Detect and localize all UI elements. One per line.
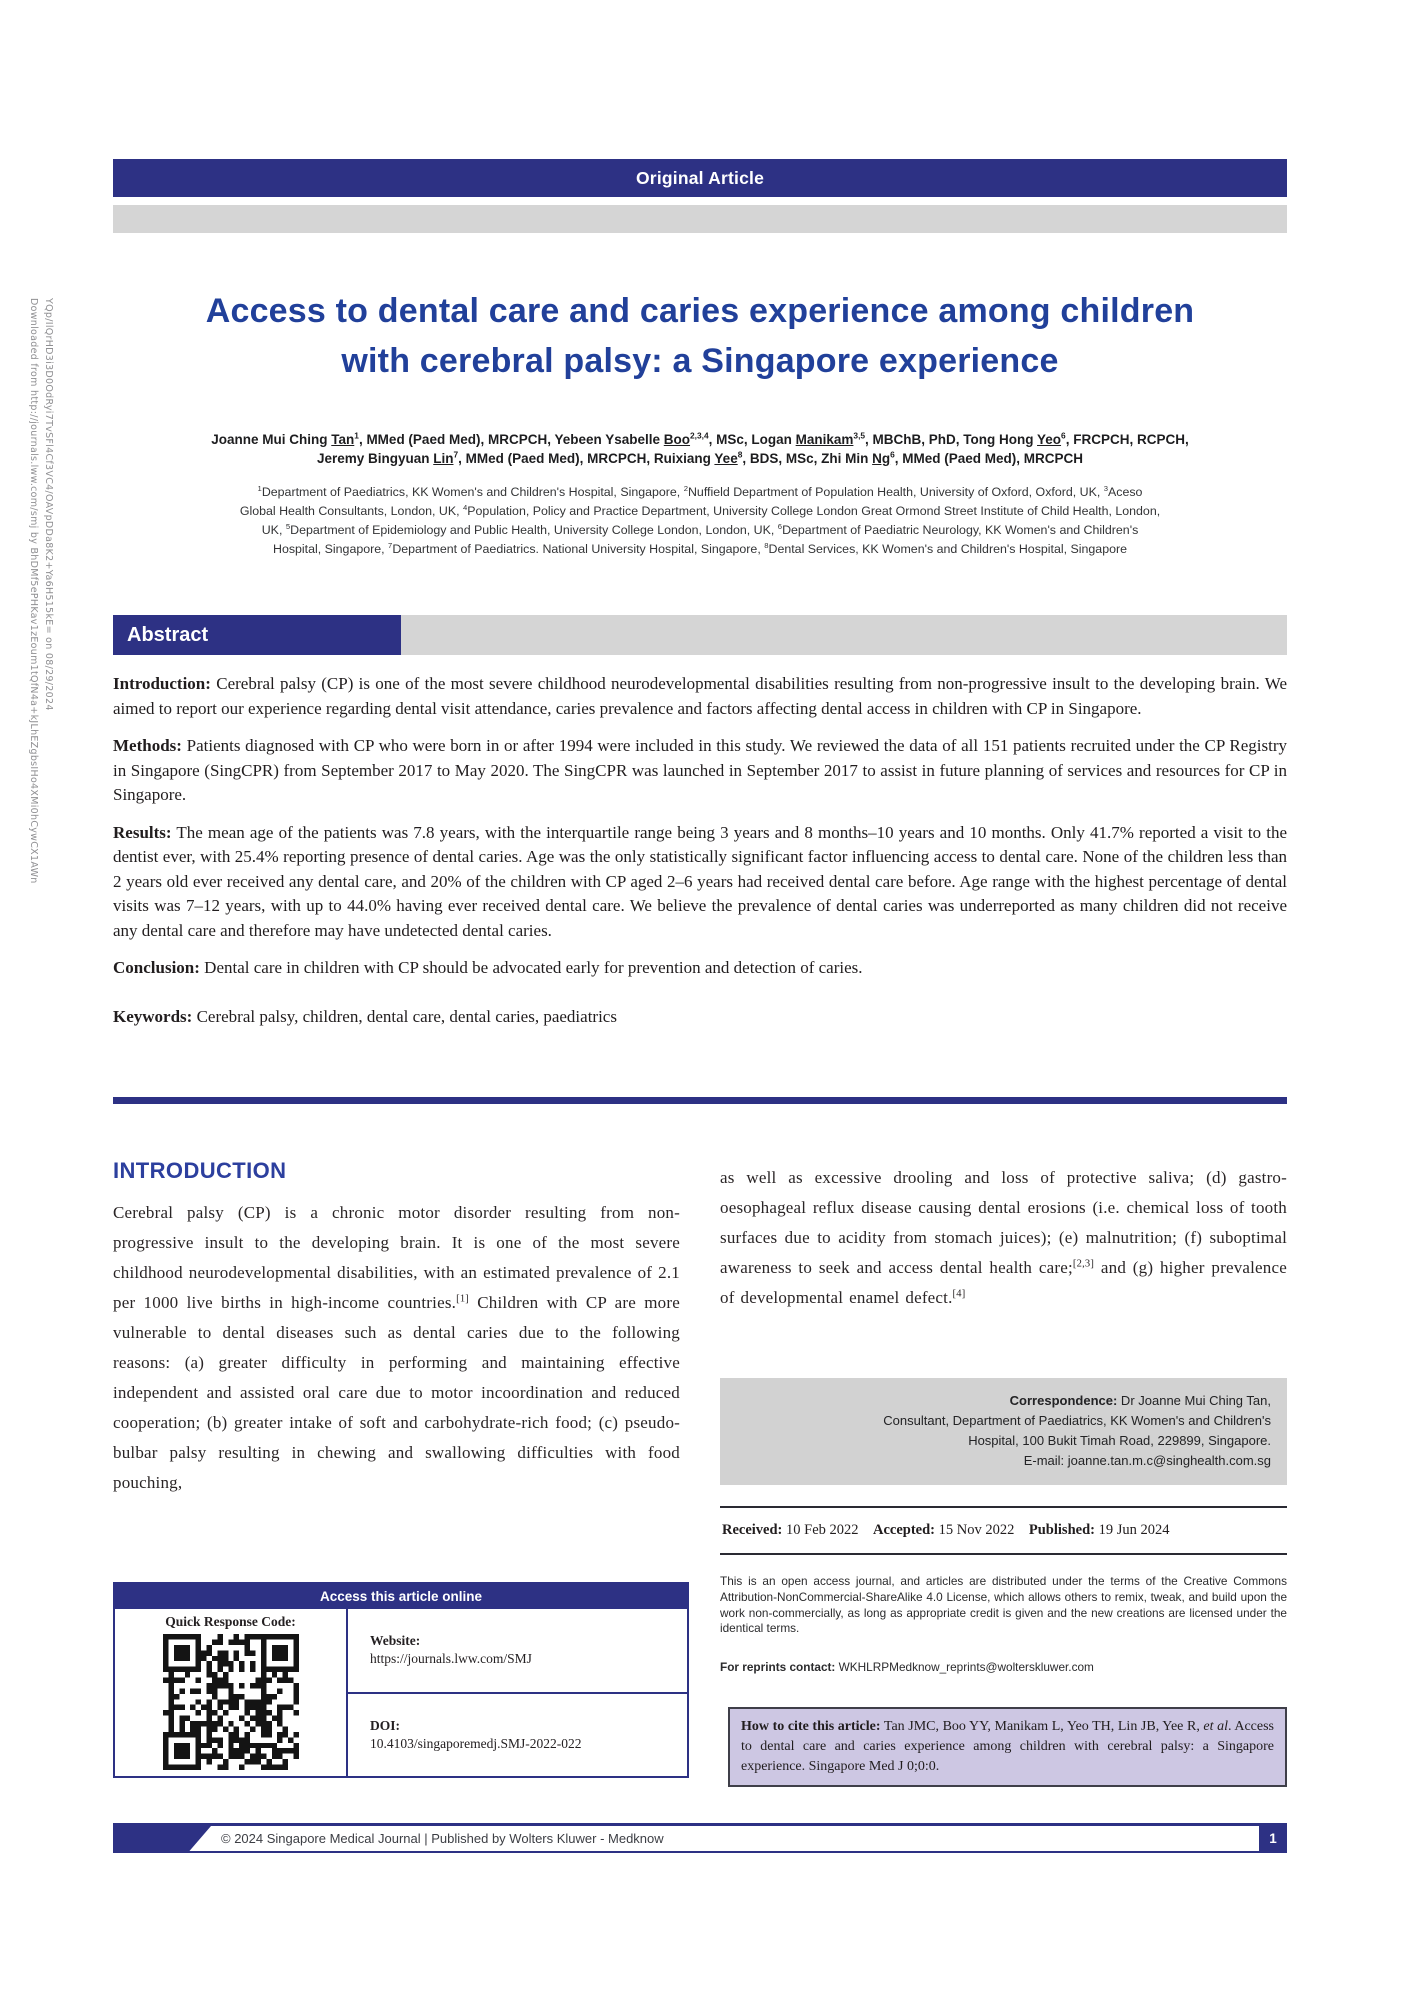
abstract-introduction: Introduction: Cerebral palsy (CP) is one of the most severe childhood neurodevelopmental disabilities resulting from non-progressive insult to the developing brain. We aimed to report our experience regarding dental visit attendance, caries prevalence and factors affecting dental access in children with CP in Singapore.	[113, 674, 1287, 718]
watermark-line-1: Downloaded from http://journals.lww.com/smj by BhDMf5ePHKav1zEoum1tQfN4a+kJLhEZgbsIHo4XMi0hCywCX1AWn	[28, 298, 39, 884]
abstract-methods: Methods: Patients diagnosed with CP who were born in or after 1994 were included in this study. We reviewed the data of all 151 patients recruited under the CP Registry in Singapore (SingCPR) from September 2017 to May 2020. The SingCPR was launched in September 2017 to assist in future planning of services and resources for CP in Singapore.	[113, 736, 1287, 804]
article-title	[113, 286, 1287, 386]
introduction-paragraph-right: as well as excessive drooling and loss of protective saliva; (d) gastro-oesophageal reflux disease causing dental erosions (i.e. chemical loss of tooth surfaces due to acidity from stomach juices); (e) malnutrition; (f) suboptimal awareness to seek and access dental health care;[2,3] and (g) higher prevalence of developmental enamel defect.[4]	[720, 1168, 1287, 1307]
affiliation-line-2: Global Health Consultants, London, UK, $^4$Population, Policy and Practice Department, University College London Great Ormond Street Institute of Child Health, London,	[239, 502, 1161, 518]
doi-value[interactable]: 10.4103/singaporemedj.SMJ-2022-022	[370, 1735, 582, 1751]
open-access-statement: This is an open access journal, and articles are distributed under the terms of the Creative Commons Attribution-NonCommercial-ShareAlike 4.0 License, which allows others to remix, tweak, and build upon the work non-commercially, as long as appropriate credit is given and the new creations are licensed under the identical terms.	[720, 1574, 1287, 1636]
qr-code-label: Quick Response Code:	[165, 1614, 296, 1629]
qr-code	[163, 1634, 299, 1770]
correspondence-box	[720, 1378, 1287, 1485]
doi-cell	[348, 1692, 687, 1777]
page-footer	[113, 1823, 1287, 1853]
article-dates: Received: 10 Feb 2022 Accepted: 15 Nov 2022 Published: 19 Jun 2024	[720, 1506, 1287, 1555]
website-label: Website:	[370, 1633, 421, 1649]
access-article-online-box	[113, 1582, 689, 1778]
abstract-header-bar	[113, 615, 1287, 655]
doi-label: DOI:	[370, 1717, 400, 1733]
correspondence-line-3: Hospital, 100 Bukit Timah Road, 229899, Singapore.	[968, 1433, 1271, 1448]
footer-copyright: © 2024 Singapore Medical Journal | Published by Wolters Kluwer - Medknow	[221, 1831, 664, 1846]
affiliation-line-4: Hospital, Singapore, $^7$Department of Paediatrics. National University Hospital, Singapore, $^8$Dental Services, KK Women's and Children's Hospital, Singapore	[273, 540, 1127, 556]
reprints-contact: For reprints contact: WKHLRPMedknow_reprints@wolterskluwer.com	[720, 1660, 1094, 1674]
correspondence-line-2: Consultant, Department of Paediatrics, KK Women's and Children's	[883, 1413, 1271, 1428]
author-line-2: Jeremy Bingyuan Lin$^7$, MMed (Paed Med), MRCPCH, Ruixiang Yee$^8$, BDS, MSc, Zhi Min Ng$^6$, MMed (Paed Med), MRCPCH	[316, 449, 1084, 466]
access-box-heading: Access this article online	[115, 1584, 687, 1609]
abstract-keywords: Keywords: Cerebral palsy, children, dental care, dental caries, paediatrics	[113, 1006, 617, 1026]
abstract-heading: Abstract	[113, 615, 401, 655]
article-title-line-2: with cerebral palsy: a Singapore experience	[341, 342, 1059, 380]
footer-accent-shape	[113, 1826, 211, 1851]
article-category-bar: Original Article	[113, 159, 1287, 197]
abstract-conclusion: Conclusion: Dental care in children with CP should be advocated early for prevention and detection of caries.	[113, 958, 863, 977]
download-watermark	[26, 298, 56, 958]
website-cell	[348, 1609, 687, 1692]
author-line-1: Joanne Mui Ching Tan$^1$, MMed (Paed Med), MRCPCH, Yebeen Ysabelle Boo$^{2,3,4}$, MSc, Logan Manikam$^{3,5}$, MBChB, PhD, Tong Hong Yeo$^6$, FRCPCH, RCPCH,	[211, 430, 1189, 447]
introduction-paragraph-left: Cerebral palsy (CP) is a chronic motor disorder resulting from non-progressive insult to the developing brain. It is one of the most severe childhood neurodevelopmental disabilities, with an estimated prevalence of 2.1 per 1000 live births in high-income countries.[1] Children with CP are more vulnerable to dental diseases such as dental caries due to the following reasons: (a) greater difficulty in performing and maintaining effective independent and assisted oral care due to motor incoordination and reduced cooperation; (b) greater intake of soft and carbohydrate-rich food; (c) pseudo-bulbar palsy resulting in chewing and swallowing difficulties with food pouching,	[113, 1203, 680, 1492]
section-divider-rule	[113, 1097, 1287, 1104]
article-title-line-1: Access to dental care and caries experience among children	[205, 292, 1195, 330]
affiliation-line-1: $^1$Department of Paediatrics, KK Women's and Children's Hospital, Singapore, $^2$Nuffield Department of Population Health, University of Oxford, Oxford, UK, $^3$Aceso	[257, 483, 1143, 499]
watermark-line-2: YQp/IlQrHD3i3D0OdRyi7TvSFl4Cf3VC4/OAVpDDa8K2+Ya6H515kE= on 08/29/2024	[43, 298, 54, 711]
correspondence-line-1: Correspondence: Dr Joanne Mui Ching Tan,	[1009, 1393, 1271, 1408]
header-gray-bar	[113, 205, 1287, 233]
how-to-cite-box: How to cite this article: Tan JMC, Boo YY, Manikam L, Yeo TH, Lin JB, Yee R, et al. Access to dental care and caries experience among children with cerebral palsy: a Singapore experience. Singapore Med J 0;0:0.	[728, 1707, 1287, 1787]
abstract-body	[113, 672, 1287, 1042]
abstract-results: Results: The mean age of the patients was 7.8 years, with the interquartile range being 3 years and 8 months–10 years and 10 months. Only 41.7% reported a visit to the dentist ever, with 25.4% reporting presence of dental caries. Age was the only statistically significant factor influencing access to dental care. None of the children less than 2 years old ever received any dental care, and 20% of the children with CP aged 2–6 years had received dental care before. Age range with the highest percentage of dental visits was 7–12 years, with up to 44.0% having ever received dental care. We believe the prevalence of dental caries was underreported as many children did not receive any dental care and therefore may have undetected dental caries.	[113, 822, 1287, 940]
affiliations	[113, 483, 1287, 559]
website-url[interactable]: https://journals.lww.com/SMJ	[370, 1651, 532, 1667]
page-number: 1	[1259, 1826, 1287, 1851]
abstract-header-gray-extension	[401, 615, 1287, 655]
introduction-heading: INTRODUCTION	[113, 1158, 287, 1183]
qr-cell	[115, 1609, 346, 1776]
affiliation-line-3: UK, $^5$Department of Epidemiology and Public Health, University College London, London, UK, $^6$Department of Paediatric Neurology, KK Women's and Children's	[261, 521, 1139, 537]
author-list	[113, 430, 1287, 468]
correspondence-email[interactable]: E-mail: joanne.tan.m.c@singhealth.com.sg	[1023, 1453, 1271, 1468]
